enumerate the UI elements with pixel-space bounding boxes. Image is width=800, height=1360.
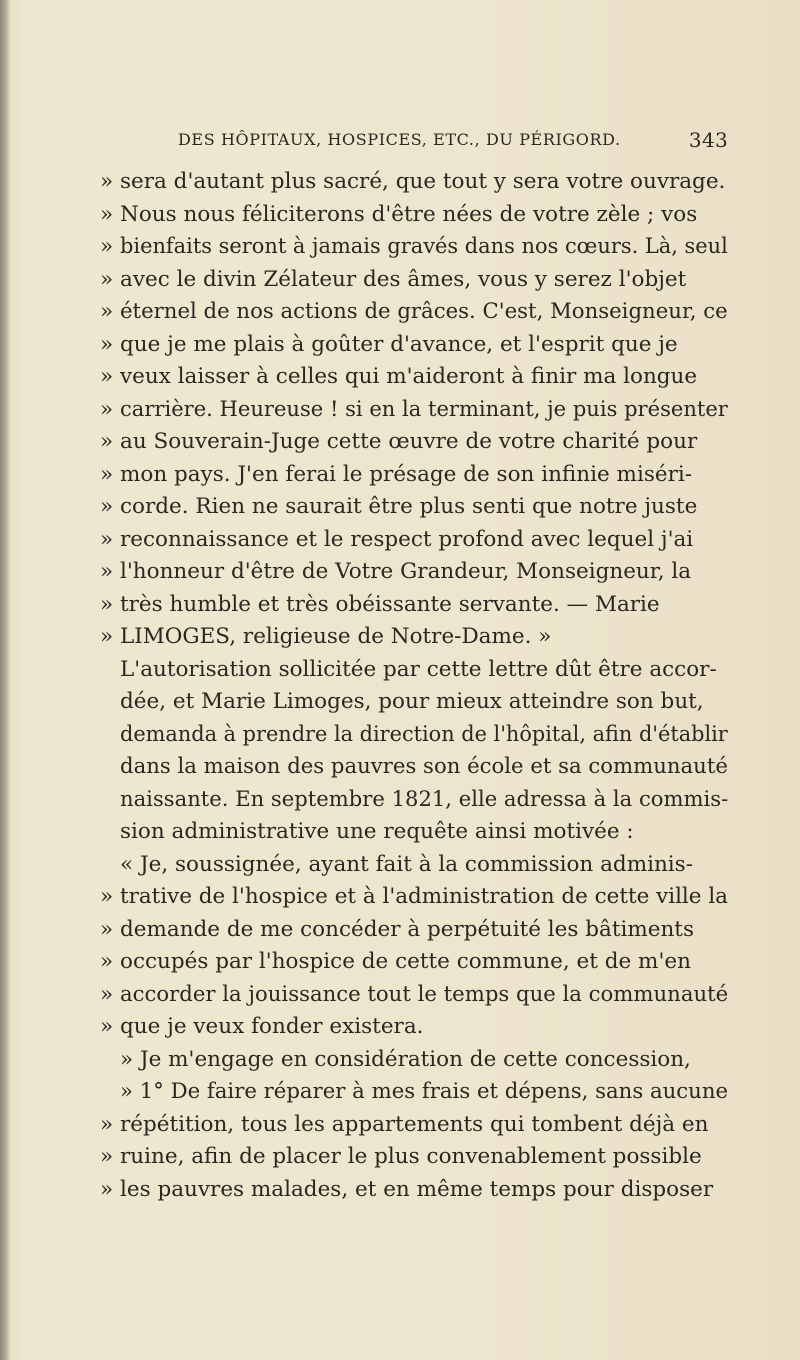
- quote-mark: »: [100, 591, 114, 617]
- line-text: sera d'autant plus sacré, que tout y sera votre ouvrage.: [120, 169, 726, 194]
- text-line: [100, 1011, 728, 1044]
- line-text: « Je, soussignée, ayant fait à la commission adminis-: [120, 851, 693, 877]
- text-line: [100, 1109, 728, 1142]
- quote-mark: »: [100, 461, 114, 487]
- text-line: [100, 816, 728, 849]
- text-line: [100, 166, 728, 199]
- quote-mark: »: [100, 494, 114, 519]
- text-line: [100, 946, 728, 979]
- quote-mark: »: [100, 1111, 114, 1137]
- line-text: que je me plais à goûter d'avance, et l'esprit que je: [120, 331, 678, 357]
- line-text: dée, et Marie Limoges, pour mieux atteindre son but,: [120, 689, 704, 714]
- text-line: [100, 849, 728, 882]
- text-line: [100, 264, 728, 297]
- line-text: occupés par l'hospice de cette commune, et de m'en: [120, 949, 691, 974]
- line-text: corde. Rien ne saurait être plus senti que notre juste: [120, 494, 698, 519]
- line-text: les pauvres malades, et en même temps pour disposer: [120, 1176, 714, 1202]
- line-text: que je veux fonder existera.: [120, 1014, 424, 1039]
- text-line: [100, 231, 728, 264]
- text-line: [100, 524, 728, 557]
- line-text: demanda à prendre la direction de l'hôpital, afin d'établir: [120, 721, 728, 747]
- quote-mark: »: [100, 1014, 114, 1039]
- quote-mark: »: [100, 299, 114, 324]
- line-text: L'autorisation sollicitée par cette lettre dût être accor-: [120, 656, 717, 682]
- quote-mark: »: [100, 1176, 114, 1202]
- text-line: [100, 686, 728, 719]
- line-text: éternel de nos actions de grâces. C'est, Monseigneur, ce: [120, 299, 728, 324]
- line-text: avec le divin Zélateur des âmes, vous y serez l'objet: [120, 266, 687, 292]
- line-text: » 1° De faire réparer à mes frais et dépens, sans aucune: [120, 1079, 728, 1104]
- line-text: carrière. Heureuse ! si en la terminant, je puis présenter: [120, 396, 728, 422]
- line-text: naissante. En septembre 1821, elle adressa à la commis-: [120, 786, 728, 812]
- quote-mark: »: [100, 331, 114, 357]
- text-line: [100, 459, 728, 492]
- text-line: [100, 394, 728, 427]
- quote-mark: »: [100, 364, 114, 389]
- line-text: demande de me concéder à perpétuité les bâtiments: [120, 916, 694, 942]
- text-line: [100, 1076, 728, 1109]
- running-title: DES HÔPITAUX, HOSPICES, ETC., DU PÉRIGORD.: [178, 130, 621, 149]
- page-number: 343: [688, 128, 728, 152]
- text-line: [100, 881, 728, 914]
- quote-mark: »: [100, 266, 114, 292]
- line-text: » Je m'engage en considération de cette concession,: [120, 1046, 691, 1072]
- text-line: [100, 621, 728, 654]
- text-line: [100, 361, 728, 394]
- quote-mark: »: [100, 1144, 114, 1169]
- text-line: [100, 719, 728, 752]
- quote-mark: »: [100, 429, 114, 454]
- quote-mark: »: [100, 169, 114, 194]
- quote-mark: »: [100, 884, 114, 909]
- line-text: ruine, afin de placer le plus convenablement possible: [120, 1144, 702, 1169]
- quote-mark: »: [100, 526, 114, 552]
- text-line: [100, 914, 728, 947]
- quote-mark: »: [100, 396, 114, 422]
- line-text: mon pays. J'en ferai le présage de son infinie miséri-: [120, 461, 692, 487]
- line-text: l'honneur d'être de Votre Grandeur, Monseigneur, la: [120, 559, 692, 584]
- line-text: accorder la jouissance tout le temps que la communauté: [120, 981, 728, 1007]
- text-line: [100, 1174, 728, 1207]
- text-line: [100, 751, 728, 784]
- text-line: [100, 979, 728, 1012]
- text-line: [100, 1044, 728, 1077]
- line-text: dans la maison des pauvres son école et sa communauté: [120, 754, 728, 779]
- quote-mark: »: [100, 234, 114, 259]
- quote-mark: »: [100, 916, 114, 942]
- line-text: très humble et très obéissante servante. — Marie: [120, 591, 660, 617]
- text-line: [100, 1141, 728, 1174]
- text-line: [100, 491, 728, 524]
- page-spine-shadow: [0, 0, 10, 1360]
- text-line: [100, 556, 728, 589]
- quote-mark: »: [100, 981, 114, 1007]
- text-line: [100, 654, 728, 687]
- line-text: au Souverain-Juge cette œuvre de votre charité pour: [120, 429, 698, 454]
- text-line: [100, 426, 728, 459]
- line-text: LIMOGES, religieuse de Notre-Dame. »: [120, 624, 552, 649]
- line-text: Nous nous féliciterons d'être nées de votre zèle ; vos: [120, 201, 698, 227]
- text-line: [100, 296, 728, 329]
- line-text: bienfaits seront à jamais gravés dans nos cœurs. Là, seul: [120, 234, 728, 259]
- line-text: veux laisser à celles qui m'aideront à finir ma longue: [120, 364, 698, 389]
- text-line: [100, 199, 728, 232]
- line-text: répétition, tous les appartements qui tombent déjà en: [120, 1111, 709, 1137]
- quote-mark: »: [100, 949, 114, 974]
- page-header: [178, 128, 728, 156]
- quote-mark: »: [100, 201, 114, 227]
- text-line: [100, 784, 728, 817]
- body-text: [100, 166, 728, 1206]
- line-text: sion administrative une requête ainsi motivée :: [120, 819, 634, 844]
- text-line: [100, 329, 728, 362]
- line-text: reconnaissance et le respect profond avec lequel j'ai: [120, 526, 694, 552]
- text-line: [100, 589, 728, 622]
- quote-mark: »: [100, 559, 114, 584]
- quote-mark: »: [100, 624, 114, 649]
- line-text: trative de l'hospice et à l'administration de cette ville la: [120, 884, 728, 909]
